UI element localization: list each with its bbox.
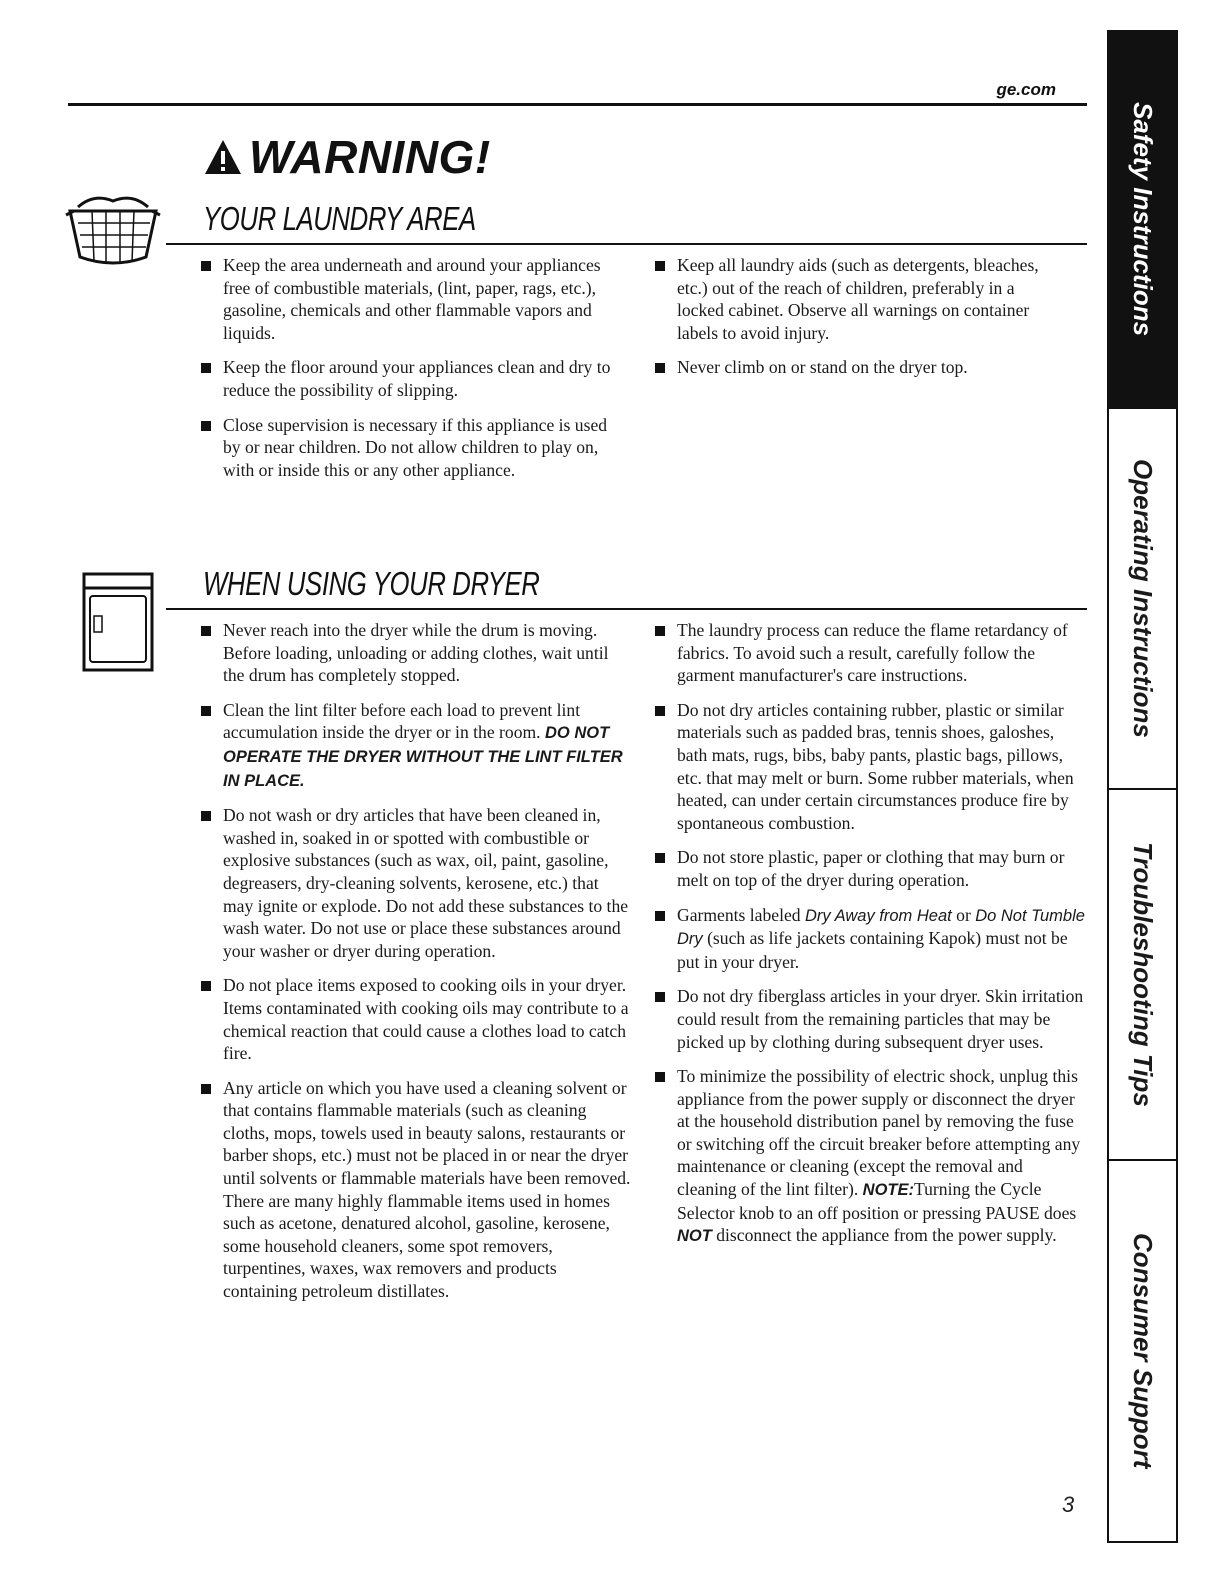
list-item: Clean the lint filter before each load to prevent lint accumulation inside the dryer or in the room. DO NOT OPERATE THE DRYER WITHOUT THE LINT FILTER IN PLACE. [201,699,631,792]
list-item: To minimize the possibility of electric shock, unplug this appliance from the power supply or disconnect the dryer at the household distribution panel by removing the fuse or switching off the circuit breaker before attempting any maintenance or cleaning (except the removal and cleaning of the lint filter). NOTE:Turning the Cycle Selector knob to an off position or pressing PAUSE does NOT disconnect the appliance from the power supply. [655,1065,1085,1248]
section-tabs [1107,30,1178,1543]
list-item: Close supervision is necessary if this appliance is used by or near children. Do not allow children to play on, with or inside this or any other appliance. [201,414,621,482]
lint-filter-warning: DO NOT OPERATE THE DRYER WITHOUT THE LINT FILTER IN PLACE. [223,724,623,790]
list-item: Do not place items exposed to cooking oils in your dryer. Items contaminated with cooking oils may contribute to a chemical reaction that could cause a clothes load to catch fire. [201,974,631,1064]
section-title-laundry-area: YOUR LAUNDRY AREA [203,200,476,237]
tab-consumer-support[interactable]: Consumer Support [1128,1233,1158,1469]
list-item: Do not dry articles containing rubber, plastic or similar materials such as padded bras, tennis shoes, galoshes, bath mats, rugs, bibs, baby pants, plastic bags, pillows, etc. that may melt or burn. Some rubber materials, when heated, can under certain circumstances produce fire by spontaneous combustion. [655,699,1085,835]
laundry-left-column [201,254,621,493]
list-item: Never climb on or stand on the dryer top. [655,356,1060,379]
list-item: Do not dry fiberglass articles in your dryer. Skin irritation could result from the remaining particles that may be picked up by clothing during subsequent dryer uses. [655,985,1085,1053]
list-item: Keep the area underneath and around your appliances free of combustible materials, (lint, paper, rags, etc.), gasoline, chemicals and other flammable vapors and liquids. [201,254,621,344]
laundry-right-column [655,254,1060,391]
section-title-using-dryer: WHEN USING YOUR DRYER [203,565,540,602]
list-item: Keep all laundry aids (such as detergents, bleaches, etc.) out of the reach of children, preferably in a locked cabinet. Observe all warnings on container labels to avoid injury. [655,254,1060,344]
tab-troubleshooting-tips[interactable]: Troubleshooting Tips [1109,790,1176,1161]
dryer-right-column [655,619,1085,1260]
list-item: Any article on which you have used a cleaning solvent or that contains flammable materials (such as cleaning cloths, mops, towels used in beauty salons, restaurants or barber shops, etc.) must not be placed in or near the dryer until solvents or flammable materials have been removed. There are many highly flammable items used in homes such as acetone, denatured alcohol, gasoline, kerosene, some household cleaners, some spot removers, turpentines, waxes, wax removers and products containing petroleum distillates. [201,1077,631,1303]
dryer-icon [82,572,154,674]
section-rule [166,243,1087,245]
header-rule [68,103,1087,106]
warning-heading [203,130,491,184]
tab-operating-instructions[interactable]: Operating Instructions [1109,409,1176,790]
warning-triangle-icon [203,137,243,177]
section-rule [166,608,1087,610]
list-item: The laundry process can reduce the flame retardancy of fabrics. To avoid such a result, carefully follow the garment manufacturer's care instructions. [655,619,1085,687]
laundry-basket-icon [64,193,162,269]
list-item: Do not store plastic, paper or clothing that may burn or melt on top of the dryer during operation. [655,846,1085,891]
site-url: ge.com [996,80,1056,99]
warning-title: WARNING! [249,131,491,183]
list-item: Do not wash or dry articles that have been cleaned in, washed in, soaked in or spotted with combustible or explosive substances (such as wax, oil, paint, gasoline, degreasers, dry-cleaning solvents, kerosene, etc.) that may ignite or explode. Do not add these substances to the wash water. Do not use or place these substances around your washer or dryer during operation. [201,804,631,962]
list-item: Keep the floor around your appliances clean and dry to reduce the possibility of slipping. [201,356,621,401]
list-item: Garments labeled Dry Away from Heat or Do Not Tumble Dry (such as life jackets containing Kapok) must not be put in your dryer. [655,904,1085,974]
list-item: Never reach into the dryer while the drum is moving. Before loading, unloading or adding clothes, wait until the drum has completely stopped. [201,619,631,687]
tab-safety-instructions[interactable]: Safety Instructions [1109,32,1176,409]
note-label: NOTE: [862,1181,914,1200]
page-number: 3 [1062,1492,1075,1517]
dryer-left-column [201,619,631,1315]
